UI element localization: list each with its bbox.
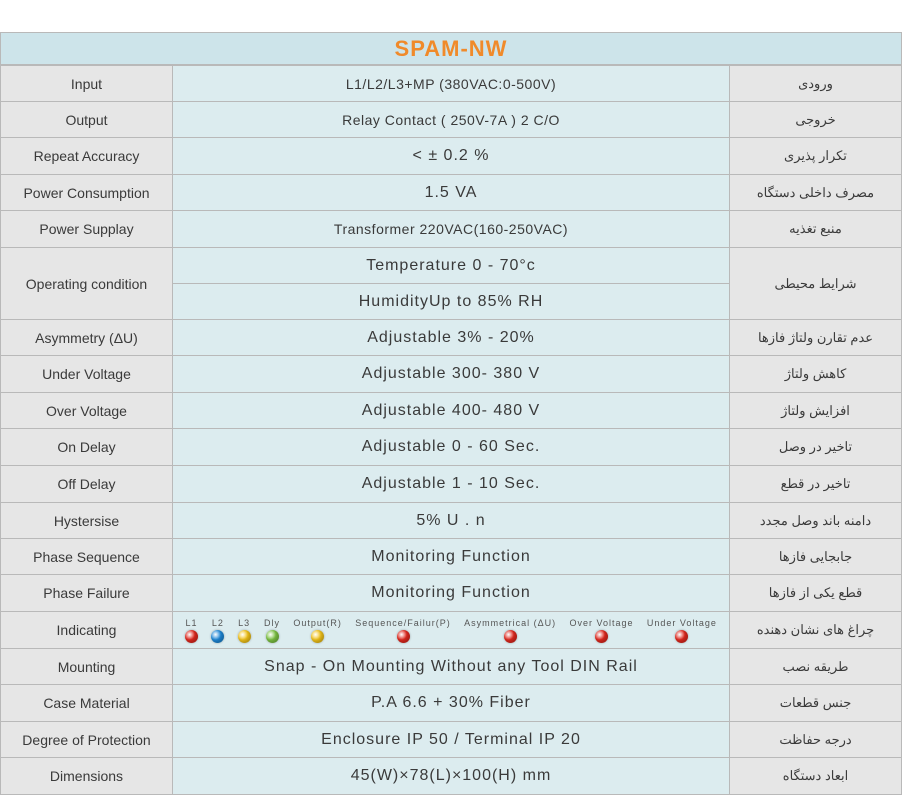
row-label-fa: مصرف داخلی دستگاه	[730, 175, 902, 211]
table-row	[1, 575, 902, 612]
row-label-en: Repeat Accuracy	[1, 138, 173, 175]
row-label-fa: ورودی	[730, 66, 902, 102]
table-row	[1, 429, 902, 466]
table-row	[1, 503, 902, 539]
row-label-fa: جابجایی فازها	[730, 539, 902, 575]
table-row	[1, 175, 902, 211]
row-value-secondary: HumidityUp to 85% RH	[173, 284, 730, 320]
spec-table	[0, 65, 902, 795]
indicator-item	[211, 618, 224, 643]
indicator-label: Sequence/Failur(P)	[355, 617, 451, 628]
indicator-item	[464, 618, 556, 643]
led-icon	[238, 630, 251, 643]
row-value: Adjustable 400- 480 V	[173, 393, 730, 429]
row-value: < ± 0.2 %	[173, 138, 730, 175]
led-icon	[675, 630, 688, 643]
indicator-cell	[173, 612, 730, 649]
row-value: Adjustable 0 - 60 Sec.	[173, 429, 730, 466]
row-label-en: Off Delay	[1, 466, 173, 503]
row-value: Monitoring Function	[173, 539, 730, 575]
row-label-fa: شرایط محیطی	[730, 248, 902, 320]
indicator-label: L1	[185, 617, 198, 628]
table-row	[1, 722, 902, 758]
row-label-en: Under Voltage	[1, 356, 173, 393]
table-row	[1, 685, 902, 722]
table-row	[1, 356, 902, 393]
row-label-fa: چراغ های نشان دهنده	[730, 612, 902, 649]
row-label-en: Phase Sequence	[1, 539, 173, 575]
indicator-item	[569, 618, 633, 643]
row-label-en: Power Supplay	[1, 211, 173, 248]
row-label-fa: افزایش ولتاژ	[730, 393, 902, 429]
row-value: P.A 6.6 + 30% Fiber	[173, 685, 730, 722]
indicator-item	[293, 618, 342, 643]
indicator-item	[355, 618, 451, 643]
table-row	[1, 320, 902, 356]
row-value: Transformer 220VAC(160-250VAC)	[173, 211, 730, 248]
row-label-en: Hystersise	[1, 503, 173, 539]
row-label-en: Asymmetry (ΔU)	[1, 320, 173, 356]
row-label-en: Input	[1, 66, 173, 102]
table-row	[1, 466, 902, 503]
row-label-fa: درجه حفاظت	[730, 722, 902, 758]
row-value: Adjustable 3% - 20%	[173, 320, 730, 356]
indicator-label: Dly	[264, 617, 281, 628]
table-row	[1, 539, 902, 575]
row-value: Enclosure IP 50 / Terminal IP 20	[173, 722, 730, 758]
led-icon	[311, 630, 324, 643]
led-icon	[397, 630, 410, 643]
row-label-en: Over Voltage	[1, 393, 173, 429]
spec-sheet	[0, 32, 902, 800]
row-label-fa: جنس قطعات	[730, 685, 902, 722]
row-label-en: Output	[1, 102, 173, 138]
table-row	[1, 248, 902, 284]
row-label-en: Mounting	[1, 649, 173, 685]
row-value: Adjustable 1 - 10 Sec.	[173, 466, 730, 503]
row-value: Temperature 0 - 70°c	[173, 248, 730, 284]
table-row	[1, 649, 902, 685]
led-icon	[595, 630, 608, 643]
row-label-fa: منبع تغذیه	[730, 211, 902, 248]
row-label-fa: خروجی	[730, 102, 902, 138]
indicator-item	[185, 618, 198, 643]
row-label-fa: تاخیر در وصل	[730, 429, 902, 466]
row-label-fa: تکرار پذیری	[730, 138, 902, 175]
row-label-fa: قطع یکی از فازها	[730, 575, 902, 612]
row-label-fa: ابعاد دستگاه	[730, 758, 902, 795]
row-label-fa: طریقه نصب	[730, 649, 902, 685]
row-label-en: Power Consumption	[1, 175, 173, 211]
table-row	[1, 758, 902, 795]
indicator-label: L3	[238, 617, 251, 628]
row-value: 5% U . n	[173, 503, 730, 539]
indicator-item	[264, 618, 280, 643]
table-row	[1, 102, 902, 138]
indicator-item	[238, 618, 251, 643]
table-row	[1, 612, 902, 649]
indicator-label: Under Voltage	[646, 617, 717, 628]
title-row	[0, 32, 902, 65]
row-label-en: Case Material	[1, 685, 173, 722]
row-label-en: Degree of Protection	[1, 722, 173, 758]
indicator-label: Asymmetrical (ΔU)	[464, 617, 557, 628]
row-label-fa: تاخیر در قطع	[730, 466, 902, 503]
indicator-label: Output(R)	[293, 617, 342, 628]
row-label-en: Dimensions	[1, 758, 173, 795]
row-value: Adjustable 300- 380 V	[173, 356, 730, 393]
row-value: 1.5 VA	[173, 175, 730, 211]
led-icon	[266, 630, 279, 643]
led-icon	[504, 630, 517, 643]
product-title: SPAM-NW	[394, 35, 508, 61]
row-label-en: Indicating	[1, 612, 173, 649]
row-value: Monitoring Function	[173, 575, 730, 612]
indicator-label: L2	[211, 617, 224, 628]
table-row	[1, 393, 902, 429]
indicator-list	[173, 618, 729, 643]
row-value: Snap - On Mounting Without any Tool DIN Rail	[173, 649, 730, 685]
table-row	[1, 211, 902, 248]
row-label-fa: عدم تقارن ولتاژ فازها	[730, 320, 902, 356]
row-label-en: Operating condition	[1, 248, 173, 320]
indicator-item	[647, 618, 717, 643]
row-label-en: Phase Failure	[1, 575, 173, 612]
led-icon	[211, 630, 224, 643]
indicator-label: Over Voltage	[569, 617, 634, 628]
row-value: 45(W)×78(L)×100(H) mm	[173, 758, 730, 795]
row-label-en: On Delay	[1, 429, 173, 466]
row-label-fa: دامنه باند وصل مجدد	[730, 503, 902, 539]
row-value: L1/L2/L3+MP (380VAC:0-500V)	[173, 66, 730, 102]
table-row	[1, 138, 902, 175]
row-value: Relay Contact ( 250V-7A ) 2 C/O	[173, 102, 730, 138]
row-label-fa: کاهش ولتاژ	[730, 356, 902, 393]
led-icon	[185, 630, 198, 643]
table-row	[1, 66, 902, 102]
